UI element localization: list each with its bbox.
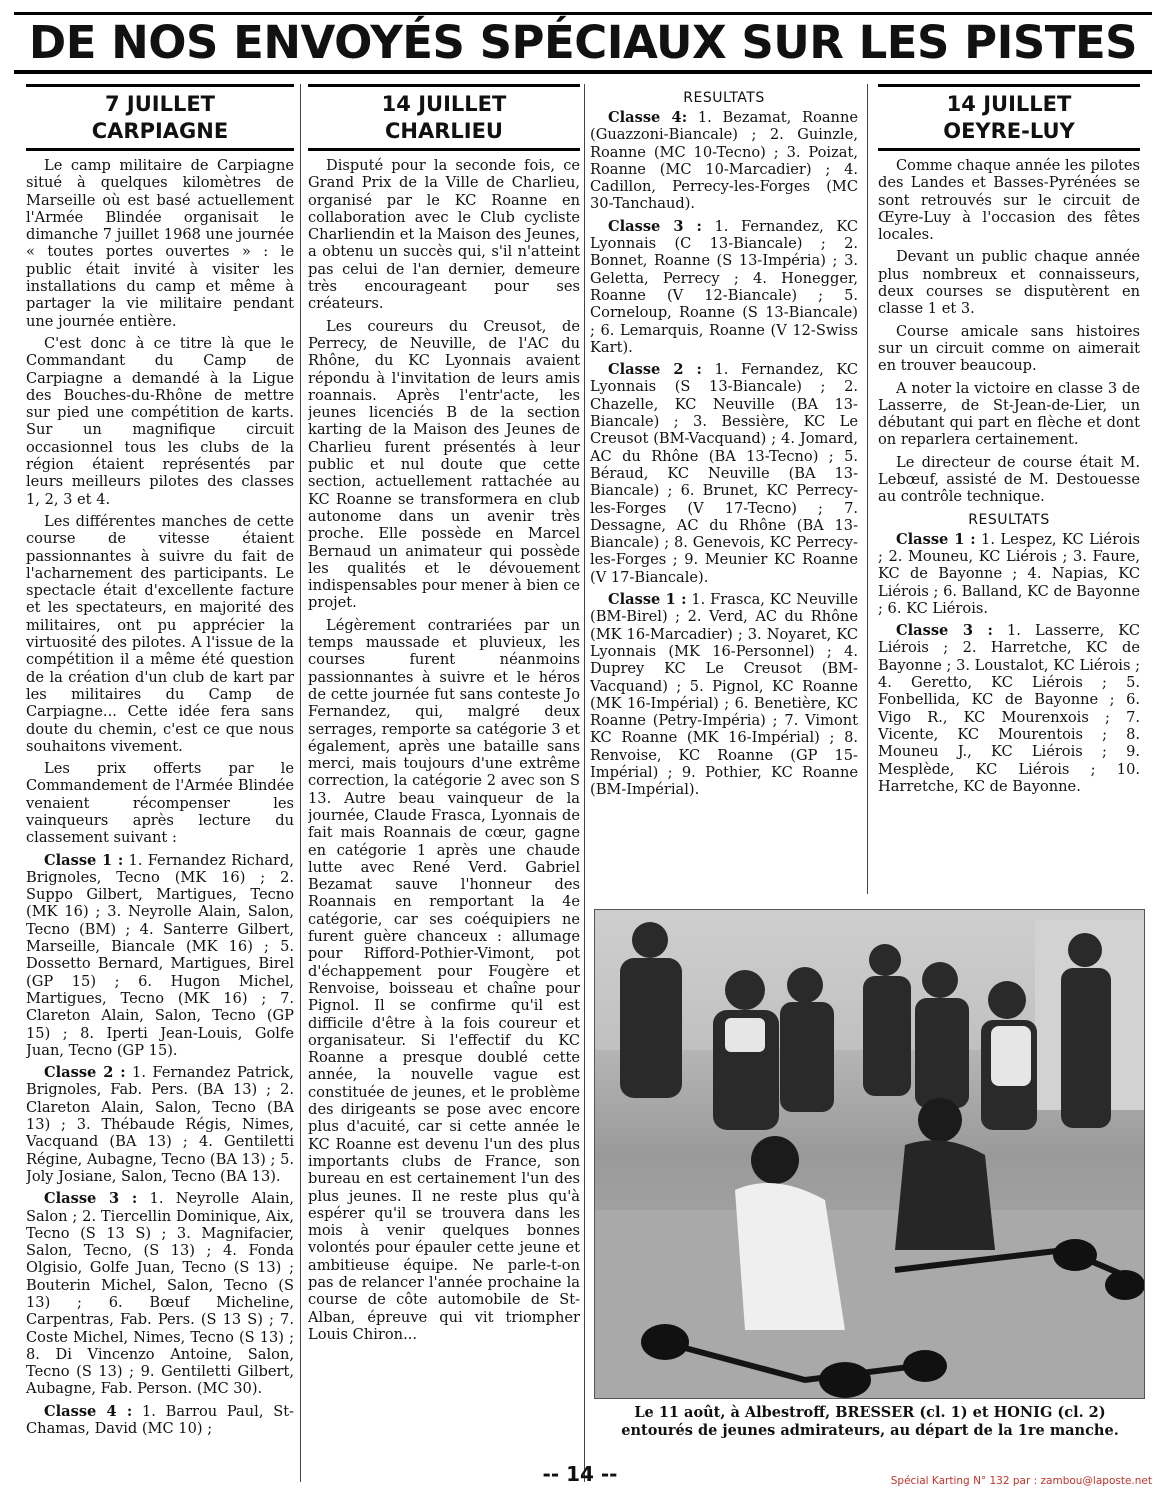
result-text: 1. Fernandez Patrick, Brignoles, Fab. Pers. (BA 13) ; 2. Clareton Alain, Salon, Tecno (BA 13) ; 3. Thébaude Régis, Nimes, Vacquand (BA 13) ; 4. Gentiletti Régine, Aubagne, Tecno (BA 13) ; 5. Joly Josiane, Salon, Tecno (BA 13). [26, 1064, 294, 1185]
photo-caption [596, 1404, 1144, 1440]
photo-illustration [595, 910, 1145, 1399]
paragraph: Comme chaque année les pilotes des Landes et Basses-Pyrénées se sont retrouvés sur le circuit de Œyre-Luy à l'occasion des fêtes locales. [878, 157, 1140, 244]
article-heading [308, 84, 580, 151]
paragraph: Légèrement contrariées par un temps maussade et pluvieux, les courses furent néanmoins passionnantes à suivre et le héros de cette journée fut sans conteste Jo Fernandez, qui, malgré deux serrages, remporte sa catégorie 3 et également, après une bataille sans merci, mais toujours d'une extrême correction, la catégorie 2 avec son S 13. Autre beau vainqueur de la journée, Claude Frasca, Lyonnais de fait mais Roannais de cœur, gagne en catégorie 1 après une chaude lutte avec René Verd. Gabriel Bezamat sauve l'honneur des Roannais en remportant la 4e catégorie, car ses coéquipiers ne furent guère chanceux : allumage pour Rifford-Pothier-Vimont, pot d'échappement pour Fougère et Renvoise, boisseau et chaîne pour Pignol. Il se confirme qu'il est difficile d'être à la fois coureur et organisateur. Si l'effectif du KC Roanne a presque doublé cette année, la nouvelle vague est constituée de jeunes, et le problème des dirigeants se pose avec encore plus d'acuité, car si cette année le KC Roanne est devenu l'un des plus importants clubs de France, son bureau en est certainement l'un des plus jeunes. Il ne reste plus qu'à espérer qu'il se trouvera dans les mois à venir quelques bonnes volontés pour épauler cette jeune et ambitieuse équipe. Ne parle-t-on pas de relancer l'année prochaine la course de côte automobile de St-Alban, épreuve qui vit triompher Louis Chiron... [308, 616, 580, 1343]
result-text: 1. Fernandez, KC Lyonnais (C 13-Biancale) ; 2. Bonnet, Roanne (S 13-Impéria) ; 3. Geletta, Perrecy ; 4. Honegger, Roanne (V 12-Biancale) ; 5. Corneloup, Roanne (S 13-Biancale) ; 6. Lemarquis, Roanne (V 12-Swiss Kart). [590, 217, 858, 356]
result-entry [590, 218, 858, 356]
masthead [14, 12, 1152, 74]
result-entry [590, 361, 858, 586]
article-date: 14 JUILLET [381, 92, 507, 116]
paragraph: C'est donc à ce titre là que le Commandant du Camp de Carpiagne a demandé à la Ligue des Bouches-du-Rhône de mettre sur pied une compétition de karts. Sur un magnifique circuit occasionnel tous les clubs de la région étaient représentés par leurs meilleurs pilotes des classes 1, 2, 3 et 4. [26, 334, 294, 508]
result-entry [878, 622, 1140, 795]
paragraph: Les différentes manches de cette course de vitesse étaient passionnantes à suivre du fait de l'acharnement des participants. Le spectacle était d'excellente facture et les spectateurs, en majorité des militaires, ont pu apprécier la virtuosité des pilotes. A l'issue de la compétition il a même été question de la création d'un club de kart par les militaires du Camp de Carpiagne... Cette idée fera sans doute du chemin, c'est ce que nous souhaitons vivement. [26, 512, 294, 755]
article-date: 7 JUILLET [104, 92, 216, 116]
article-charlieu-results [590, 84, 858, 890]
result-class-label: Classe 3 : [44, 1190, 138, 1208]
result-entry [590, 591, 858, 799]
paragraph: Les prix offerts par le Commandement de l'Armée Blindée venaient récompenser les vainqueurs après lecture du classement suivant : [26, 760, 294, 847]
result-text: 1. Lespez, KC Liérois ; 2. Mouneu, KC Liérois ; 3. Faure, KC de Bayonne ; 4. Napias, KC Liérois ; 6. Balland, KC de Bayonne ; 6. KC Liérois. [878, 530, 1140, 617]
result-class-label: Classe 1 : [896, 530, 976, 548]
article-oeyre-luy [878, 84, 1140, 902]
paragraph: A noter la victoire en classe 3 de Lasserre, de St-Jean-de-Lier, un débutant qui part en flèche et dont on reparlera certainement. [878, 379, 1140, 449]
results-title: RESULTATS [968, 511, 1050, 528]
column-divider [300, 84, 301, 1482]
result-class-label: Classe 4 : [44, 1402, 133, 1420]
result-entry [26, 1064, 294, 1185]
result-entry [26, 852, 294, 1060]
result-class-label: Classe 3 : [608, 217, 702, 235]
article-carpiagne [26, 84, 294, 1482]
paragraph: Course amicale sans histoires sur un circuit comme on aimerait en trouver beaucoup. [878, 322, 1140, 375]
article-place: OEYRE-LUY [943, 119, 1075, 143]
article-place: CHARLIEU [384, 119, 503, 143]
paragraph: Le directeur de course était M. Lebœuf, assisté de M. Destouesse au contrôle technique. [878, 453, 1140, 506]
result-entry [590, 109, 858, 213]
article-date: 14 JUILLET [946, 92, 1072, 116]
result-entry [878, 531, 1140, 617]
article-heading [878, 84, 1140, 151]
karting-photo [594, 909, 1145, 1399]
result-class-label: Classe 1 : [44, 851, 124, 869]
paragraph: Les coureurs du Creusot, de Perrecy, de Neuville, de l'AC du Rhône, du KC Lyonnais avaient répondu à l'invitation de leurs amis roannais. Après l'entr'acte, les jeunes licenciés B de la section karting de la Maison des Jeunes de Charlieu furent présentés à leur public et nul doute que cette section, actuellement rattachée au KC Roanne se transformera en club autonome dans un avenir très proche. Elle possède en Marcel Bernaud un animateur qui possède les qualités et le dévouement indispensables pour mener à bien ce projet. [308, 317, 580, 612]
result-text: 1. Bezamat, Roanne (Guazzoni-Biancale) ; 2. Guinzle, Roanne (MC 10-Tecno) ; 3. Poizat, Roanne (MC 10-Marcadier) ; 4. Cadillon, Perrecy-les-Forges (MC 30-Tanchaud). [590, 109, 858, 213]
article-charlieu [308, 84, 580, 1482]
result-class-label: Classe 2 : [44, 1064, 126, 1082]
caption-line: Le 11 août, à Albestroff, BRESSER (cl. 1) et HONIG (cl. 2) [634, 1404, 1106, 1421]
result-entry [26, 1403, 294, 1438]
result-text: 1. Fernandez Richard, Brignoles, Tecno (MK 16) ; 2. Suppo Gilbert, Martigues, Tecno (MK 16) ; 3. Neyrolle Alain, Salon, Tecno (BM) ; 4. Santerre Gilbert, Marseille, Biancale (MK 16) ; 5. Dossetto Bernard, Martigues, Birel (GP 15) ; 6. Hugon Michel, Martigues, Tecno (MK 16) ; 7. Clareton Alain, Salon, Tecno (GP 15) ; 8. Iperti Jean-Louis, Golfe Juan, Tecno (GP 15). [26, 851, 294, 1059]
paragraph: Devant un public chaque année plus nombreux et connaisseurs, deux courses se disputèrent en classe 1 et 3. [878, 248, 1140, 318]
result-text: 1. Lasserre, KC Liérois ; 2. Harretche, KC de Bayonne ; 3. Loustalot, KC Liérois ; 4. Geretto, KC Liérois ; 5. Fonbellida, KC de Bayonne ; 6. Vigo R., KC Mourenxois ; 7. Vicente, KC Mourentois ; 8. Mouneu J., KC Liérois ; 9. Mesplède, KC Liérois ; 10. Harretche, KC de Bayonne. [878, 622, 1140, 795]
column-divider [584, 84, 585, 1482]
result-class-label: Classe 2 : [608, 361, 702, 379]
page-headline: DE NOS ENVOYÉS SPÉCIAUX SUR LES PISTES [28, 16, 1138, 69]
result-text: 1. Barrou Paul, St-Chamas, David (MC 10) ; [26, 1402, 294, 1438]
credit-line: Spécial Karting N° 132 par : zambou@laposte.net [890, 1475, 1152, 1487]
caption-line: entourés de jeunes admirateurs, au départ de la 1re manche. [621, 1422, 1119, 1439]
results-title: RESULTATS [683, 90, 765, 106]
article-heading [26, 84, 294, 151]
page-number: -- 14 -- [542, 1462, 618, 1486]
result-entry [26, 1190, 294, 1398]
paragraph: Disputé pour la seconde fois, ce Grand Prix de la Ville de Charlieu, organisé par le KC Roanne en collaboration avec le Club cycliste Charliendin et la Maison des Jeunes, a obtenu un succès qui, s'il n'atteint pas celui de l'an dernier, demeure très encourageant pour ses créateurs. [308, 157, 580, 313]
result-text: 1. Frasca, KC Neuville (BM-Birel) ; 2. Verd, AC du Rhône (MK 16-Marcadier) ; 3. Noyaret, KC Lyonnais (MK 16-Personnel) ; 4. Duprey KC Le Creusot (BM-Vacquand) ; 5. Pignol, KC Roanne (MK 16-Impérial) ; 6. Benetière, KC Roanne (Petry-Impéria) ; 7. Vimont KC Roanne (MK 16-Impérial) ; 8. Renvoise, KC Roanne (GP 15-Impérial) ; 9. Pothier, KC Roanne (BM-Impérial). [590, 591, 858, 799]
paragraph: Le camp militaire de Carpiagne situé à quelques kilomètres de Marseille où est basé actuellement l'Armée Blindée organisait le dimanche 7 juillet 1968 une journée « toutes portes ouvertes » : le public était invité à visiter les installations du camp et même à partager la vie militaire pendant une journée entière. [26, 157, 294, 330]
article-place: CARPIAGNE [91, 119, 229, 143]
result-class-label: Classe 4: [608, 109, 688, 126]
result-class-label: Classe 1 : [608, 591, 687, 609]
result-text: 1. Fernandez, KC Lyonnais (S 13-Biancale) ; 2. Chazelle, KC Neuville (BA 13-Biancale) ; 3. Bessière, KC Le Creusot (BM-Vacquand) ; 4. Jomard, AC du Rhône (BA 13-Tecno) ; 5. Béraud, KC Neuville (BA 13-Biancale) ; 6. Brunet, KC Perrecy-les-Forges (V 17-Tecno) ; 7. Dessagne, AC du Rhône (BA 13-Biancale) ; 8. Genevois, KC Perrecy-les-Forges ; 9. Meunier KC Roanne (V 17-Biancale). [590, 361, 858, 586]
result-class-label: Classe 3 : [896, 622, 993, 640]
result-text: 1. Neyrolle Alain, Salon ; 2. Tiercellin Dominique, Aix, Tecno (S 13 S) ; 3. Magnifacier, Salon, Tecno, (S 13) ; 4. Fonda Olgisio, Golfe Juan, Tecno (S 13) ; Bouterin Michel, Salon, Tecno (S 13) ; 6. Bœuf Micheline, Carpentras, Fab. Pers. (S 13 S) ; 7. Coste Michel, Nimes, Tecno (S 13) ; 8. Di Vincenzo Antoine, Salon, Tecno (S 13) ; 9. Gentiletti Gilbert, Aubagne, Fab. Person. (MC 30). [26, 1190, 294, 1398]
column-divider [867, 84, 868, 894]
